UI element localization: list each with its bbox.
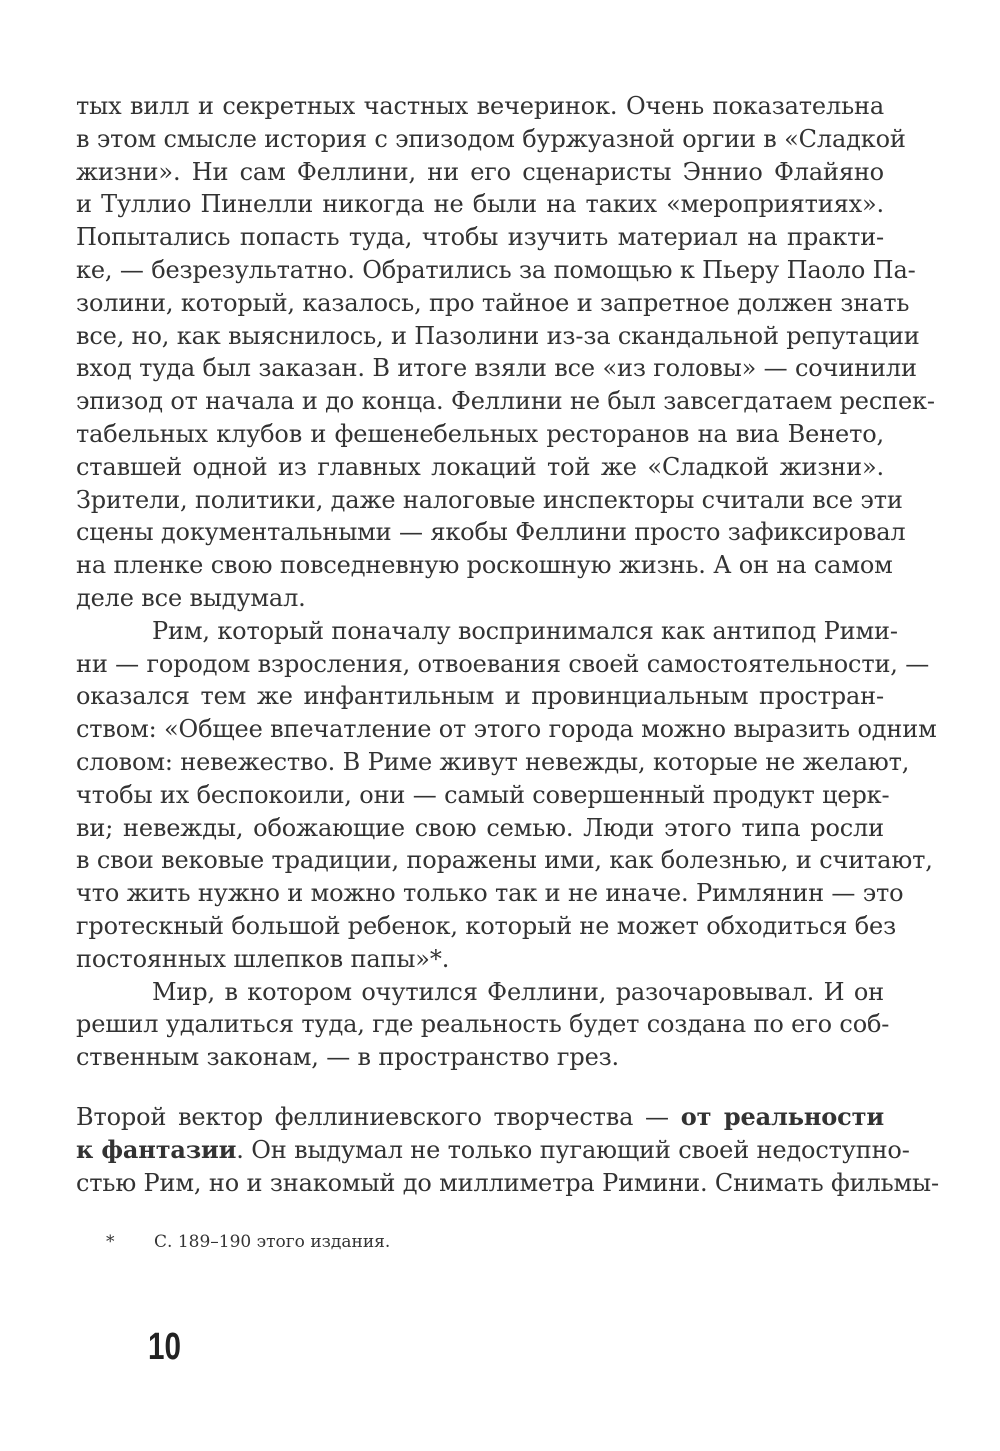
paragraph [76, 615, 937, 976]
text-line: жизни». Ни сам Феллини, ни его сценаристы Эннио Флайяно [76, 157, 884, 186]
text-line: оказался тем же инфантильным и провинциальным простран- [76, 682, 884, 711]
text-run: Второй вектор феллиниевского творчества — [76, 1102, 681, 1131]
paragraph [76, 1101, 939, 1199]
paragraph [76, 976, 890, 1074]
emphasis-text: к фантазии [76, 1134, 237, 1164]
text-line: чтобы их беспокоили, они — самый совершенный продукт церк- [76, 780, 890, 809]
text-line: ни — городом взросления, отвоевания своей самостоятельности, — [76, 649, 930, 678]
text-line: постоянных шлепков папы»*. [76, 944, 450, 973]
paragraph [76, 90, 935, 615]
text-line: Попытались попасть туда, чтобы изучить материал на практи- [76, 223, 884, 252]
text-line: эпизод от начала и до конца. Феллини не был завсегдатаем респек- [76, 387, 935, 416]
text-line: словом: невежество. В Риме живут невежды, которые не желают, [76, 747, 910, 776]
text-line: и Туллио Пинелли никогда не были на таких «мероприятиях». [76, 190, 884, 219]
footnote-text: С. 189–190 этого издания. [154, 1232, 391, 1252]
text-line: тых вилл и секретных частных вечеринок. Очень показательна [76, 92, 884, 120]
text-line: стью Рим, но и знакомый до миллиметра Римини. Снимать фильмы- [76, 1168, 939, 1197]
text-line: табельных клубов и фешенебельных ресторанов на виа Венето, [76, 419, 884, 448]
text-line: что жить нужно и можно только так и не иначе. Римлянин — это [76, 879, 904, 908]
page-number: 10 [148, 1326, 181, 1368]
text-line: деле все выдумал. [76, 583, 306, 612]
text-line: гротескный большой ребенок, который не может обходиться без [76, 911, 897, 940]
text-line: в этом смысле история с эпизодом буржуазной оргии в «Сладкой [76, 124, 906, 153]
text-line: ставшей одной из главных локаций той же «Сладкой жизни». [76, 452, 884, 481]
text-line: в свои вековые традиции, поражены ими, как болезнью, и считают, [76, 846, 933, 875]
text-line [76, 1134, 910, 1167]
text-line: ке, — безрезультатно. Обратились за помощью к Пьеру Паоло Па- [76, 255, 916, 284]
text-line: золини, который, казалось, про тайное и запретное должен знать [76, 288, 910, 317]
text-line: Мир, в котором очутился Феллини, разочаровывал. И он [152, 977, 884, 1006]
page-body [76, 90, 939, 1199]
text-line: вход туда был заказан. В итоге взяли все «из головы» — сочинили [76, 354, 917, 383]
emphasis-text: от реальности [680, 1101, 884, 1131]
text-line: Рим, который поначалу воспринимался как антипод Рими- [152, 616, 898, 645]
text-line: все, но, как выяснилось, и Пазолини из-за скандальной репутации [76, 321, 920, 350]
text-line: Зрители, политики, даже налоговые инспекторы считали все эти [76, 485, 903, 514]
text-line: на пленке свою повседневную роскошную жизнь. А он на самом [76, 551, 893, 580]
text-line: ственным законам, — в пространство грез. [76, 1043, 620, 1072]
text-line [76, 1101, 884, 1134]
text-line: ви; невежды, обожающие свою семью. Люди этого типа росли [76, 813, 884, 842]
text-line: сцены документальными — якобы Феллини просто зафиксировал [76, 518, 906, 547]
text-run: . Он выдумал не только пугающий своей недоступно- [236, 1135, 910, 1164]
text-line: ством: «Общее впечатление от этого города можно выразить одним [76, 715, 937, 744]
footnote [106, 1232, 390, 1252]
footnote-mark: * [106, 1232, 115, 1252]
text-line: решил удалиться туда, где реальность будет создана по его соб- [76, 1010, 890, 1039]
section-break [76, 1074, 884, 1101]
